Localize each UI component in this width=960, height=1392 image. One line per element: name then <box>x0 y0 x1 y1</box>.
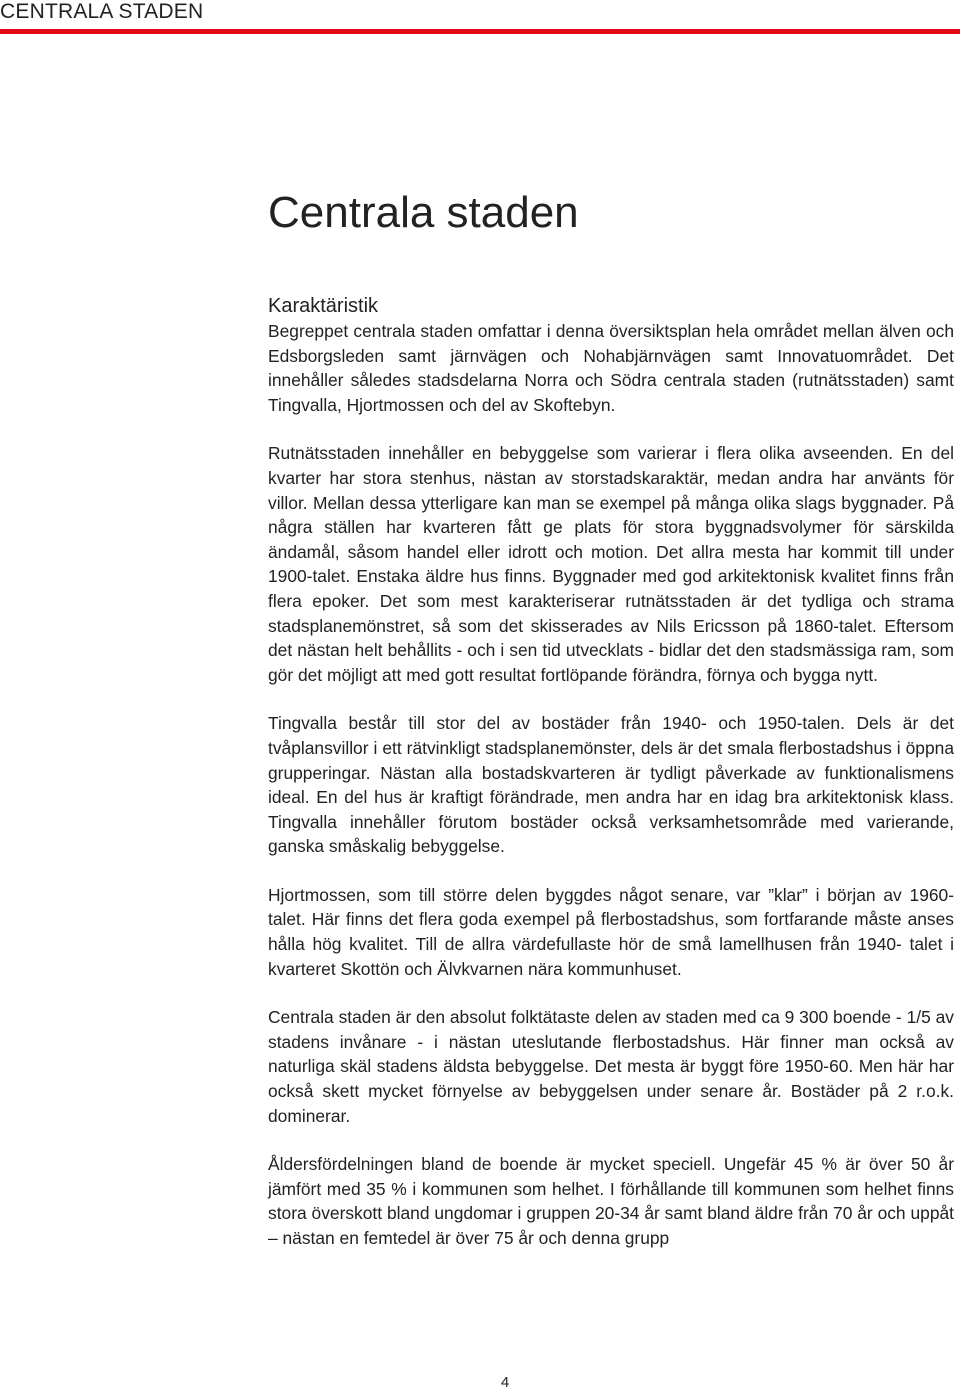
paragraph-age-distribution: Åldersfördelningen bland de boende är mycket speciell. Ungefär 45 % är över 50 år jämfört med 35 % i kommunen som helhet. I förhållande till kommunen som helhet finns stora överskott bland ungdomar i gruppen 20-34 år samt bland äldre från 70 år och uppåt – nästan en femtedel är över 75 år och denna grupp <box>268 1154 954 1248</box>
paragraph-tingvalla: Tingvalla består till stor del av bostäder från 1940- och 1950-talen. Dels är det tvåplansvillor i ett rätvinkligt stadsplanemönster, dels är det smala flerbostadshus i öppna grupperingar. Nästan alla bostadskvarteren är tydligt påverkade av funktionalismens ideal. En del hus är kraftigt förändrade, men andra har en idag bra arkitektonisk klass. Tingvalla innehåller förutom bostäder också verksamhetsområde med varierande, ganska småskalig bebyggelse. <box>268 713 954 857</box>
page-title: Centrala staden <box>268 188 579 237</box>
paragraph-population: Centrala staden är den absolut folktätaste delen av staden med ca 9 300 boende - 1/5 av stadens invånare - i nästan uteslutande flerbostadshus. Här finner man också av naturliga skäl stadens äldsta bebyggelse. Det mesta är byggt före 1950-60. Men här har också skett mycket förnyelse av bebyggelsen under senare år. Bostäder på 2 r.o.k. dominerar. <box>268 1007 954 1126</box>
body-content <box>268 293 954 1251</box>
running-header: CENTRALA STADEN <box>0 0 204 23</box>
paragraph-rutnatsstaden: Rutnätsstaden innehåller en bebyggelse som varierar i flera olika avseenden. En del kvarter har stora stenhus, nästan av storstadskaraktär, medan andra har använts för villor. Mellan dessa ytterligare kan man se exempel på många olika slags byggnader. På några ställen har kvarteren fått ge plats för stora byggnadsvolymer för särskilda ändamål, såsom handel eller idrott och motion. Det allra mesta har kommit till under 1900-talet. Enstaka äldre hus finns. Byggnader med god arkitektonisk kvalitet finns från flera epoker. Det som mest karakteriserar rutnätsstaden är det tydliga och strama stadsplanemönstret, så som det skisserades av Nils Ericsson på 1860-talet. Eftersom det nästan helt behållits - och i sen tid utvecklats - bidlar det den stadsmässiga ram, som gör det möjligt att med gott resultat fortlöpande förändra, förnya och bygga nytt. <box>268 443 954 685</box>
paragraph-scope: Begreppet centrala staden omfattar i denna översiktsplan hela området mellan älven och Edsborgsleden samt järnvägen och Nohabjärnvägen samt Innovatuområdet. Det innehåller således stadsdelarna Norra och Södra centrala staden (rutnätsstaden) samt Tingvalla, Hjortmossen och del av Skoftebyn. <box>268 321 954 415</box>
section-heading: Karaktäristik <box>268 295 379 317</box>
paragraph-hjortmossen: Hjortmossen, som till större delen byggdes något senare, var ”klar” i början av 1960- talet. Här finns det flera goda exempel på flerbostadshus, som fortfarande måste anses hålla hög kvalitet. Till de allra värdefullaste hör de små lamellhusen från 1940- talet i kvarteret Skottön och Älvkvarnen nära kommunhuset. <box>268 884 954 979</box>
page-number: 4 <box>500 1374 510 1391</box>
header-rule <box>0 29 960 34</box>
